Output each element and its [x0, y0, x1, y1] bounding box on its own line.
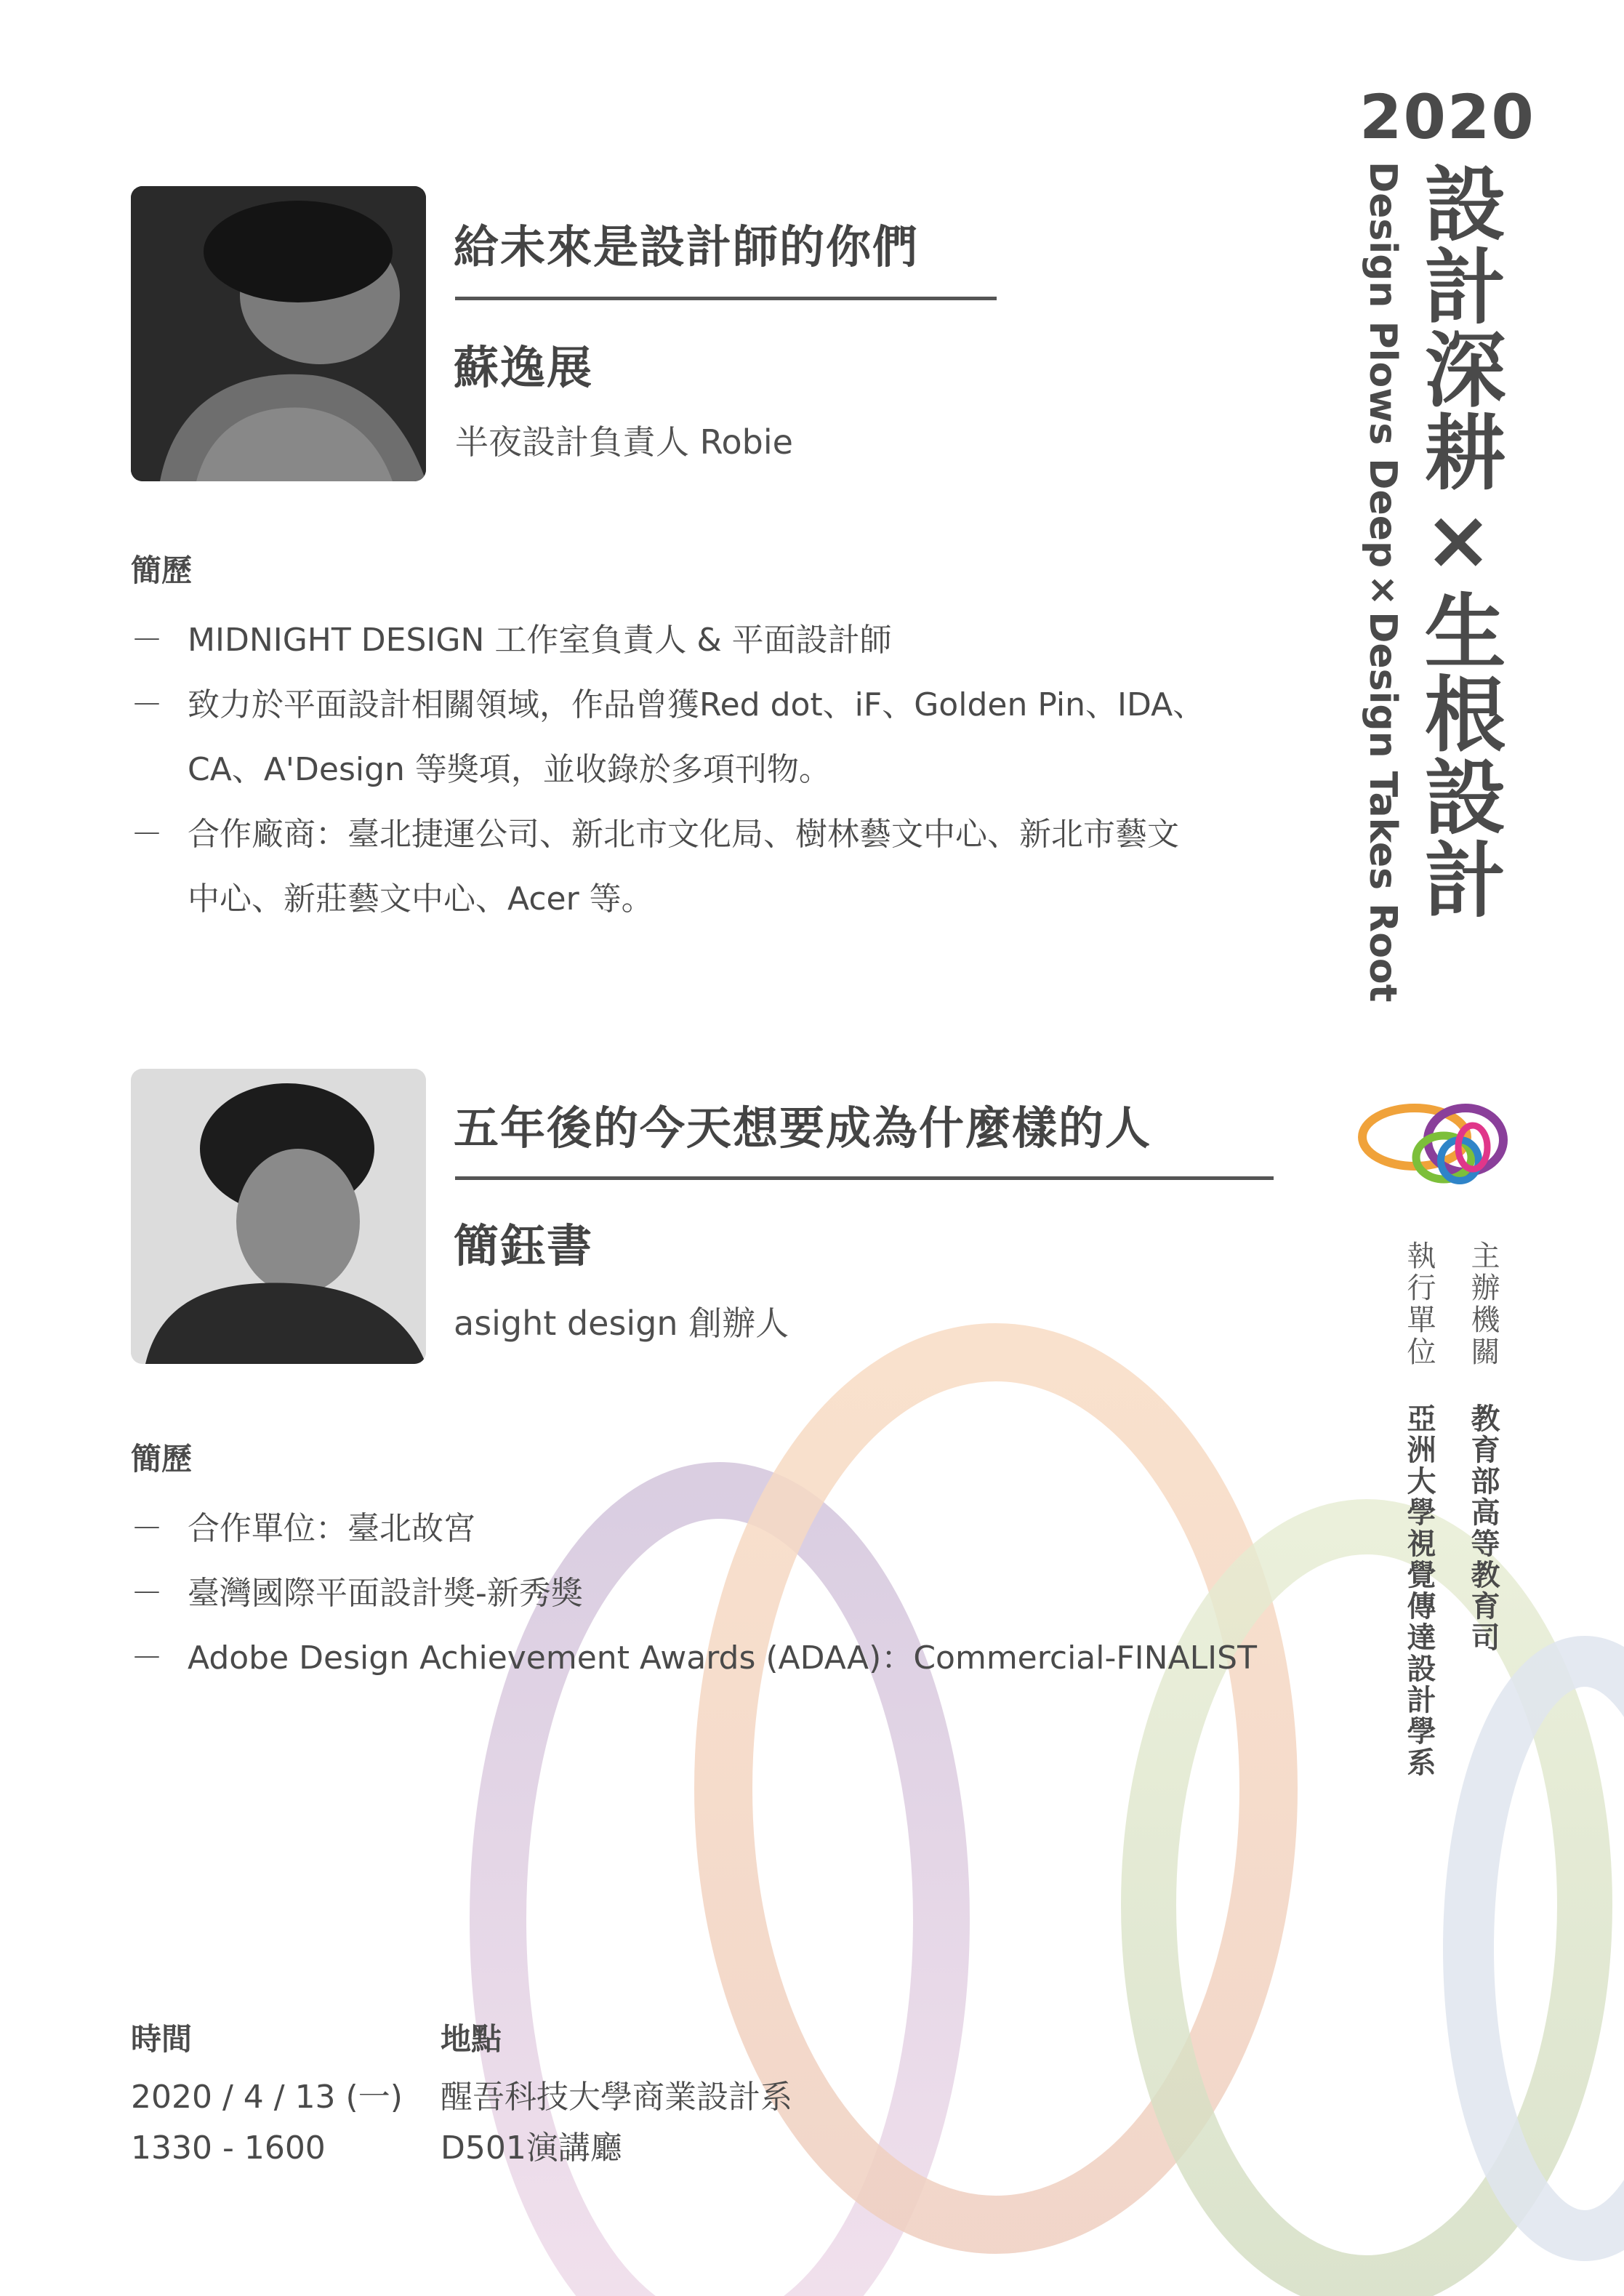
rings-logo-icon — [1356, 1095, 1514, 1189]
event-time: 1330 - 1600 — [131, 2130, 326, 2167]
dash-icon: － — [131, 686, 163, 723]
bio-item-text: 致力於平面設計相關領域，作品曾獲Red dot、iF、Golden Pin、IDA、 — [188, 686, 1205, 723]
speaker-2-bio-label: 簡歷 — [131, 1441, 193, 1477]
organizer-name: 教育部高等教育司 — [1466, 1403, 1500, 1653]
bio-item-text-cont: 中心、新莊藝文中心、Acer 等。 — [188, 880, 654, 918]
bio-item-text: MIDNIGHT DESIGN 工作室負責人 & 平面設計師 — [188, 622, 892, 659]
event-date: 2020 / 4 / 13 (一) — [131, 2079, 403, 2116]
bio-item — [131, 608, 1294, 673]
speaker-1-name: 蘇逸展 — [454, 341, 594, 394]
speaker-1-bio-list — [131, 608, 1294, 931]
place-label: 地點 — [441, 2021, 502, 2057]
poster-title: 設計深耕×生根設計 — [1411, 161, 1506, 920]
speaker-1-talk-title: 給未來是設計師的你們 — [454, 220, 920, 273]
poster-subtitle: Design Plows Deep×Design Takes Root — [1361, 161, 1404, 1003]
organizer-label: 主辦機關 — [1466, 1240, 1500, 1368]
poster-year: 2020 — [1359, 81, 1535, 153]
bio-item — [131, 1626, 1330, 1690]
bio-item — [131, 673, 1294, 802]
bio-item — [131, 1496, 1330, 1561]
event-place-line2: D501演講廳 — [441, 2130, 622, 2167]
bio-item-text: Adobe Design Achievement Awards (ADAA)：Commercial-FINALIST — [188, 1639, 1257, 1677]
speaker-1-title-rule — [455, 297, 997, 300]
speaker-2-role: asight design 創辦人 — [454, 1304, 789, 1343]
bio-item-text: 合作廠商：臺北捷運公司、新北市文化局、樹林藝文中心、新北市藝文 — [188, 816, 1179, 853]
speaker-2-talk-title: 五年後的今天想要成為什麼樣的人 — [454, 1101, 1152, 1155]
dash-icon: － — [131, 816, 163, 853]
bio-item-text: 合作單位：臺北故宮 — [188, 1510, 475, 1547]
speaker-2-bio-list — [131, 1496, 1330, 1690]
time-label: 時間 — [131, 2021, 193, 2057]
dash-icon: － — [131, 1575, 163, 1612]
dash-icon: － — [131, 622, 163, 659]
bio-item — [131, 1561, 1330, 1626]
event-place-line1: 醒吾科技大學商業設計系 — [441, 2079, 792, 2116]
portrait-image — [131, 186, 426, 481]
speaker-1-role: 半夜設計負責人 Robie — [455, 422, 793, 462]
speaker-1-bio-label: 簡歷 — [131, 553, 193, 588]
portrait-image — [131, 1069, 426, 1364]
speaker-1-photo — [131, 186, 426, 481]
bio-item — [131, 802, 1294, 931]
speaker-2-photo — [131, 1069, 426, 1364]
dash-icon: － — [131, 1510, 163, 1547]
bio-item-text-cont: CA、A'Design 等獎項，並收錄於多項刊物。 — [188, 751, 831, 788]
dash-icon: － — [131, 1639, 163, 1677]
executor-name: 亞洲大學視覺傳達設計學系 — [1402, 1403, 1436, 1778]
bio-item-text: 臺灣國際平面設計獎-新秀獎 — [188, 1575, 583, 1612]
speaker-2-name: 簡鈺書 — [454, 1219, 594, 1272]
speaker-2-title-rule — [455, 1176, 1274, 1180]
executor-label: 執行單位 — [1402, 1240, 1436, 1368]
